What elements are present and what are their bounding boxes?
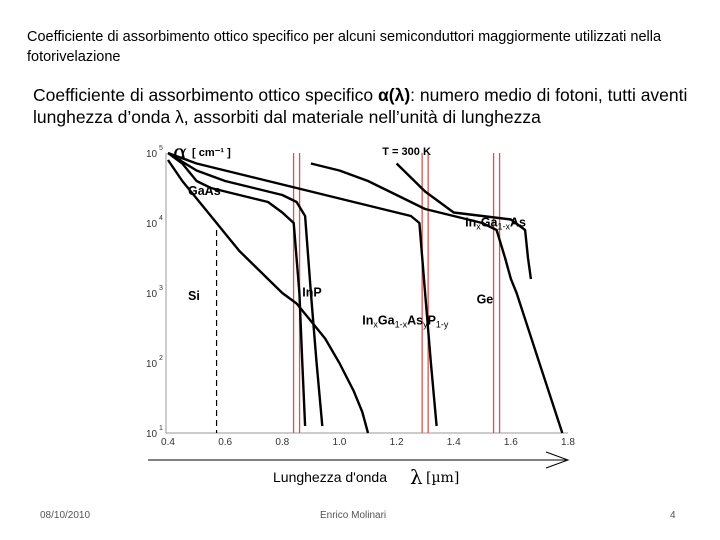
y-tick-label: 10	[146, 289, 158, 300]
x-tick-label: 1.8	[561, 437, 575, 448]
series-label-inp: InP	[302, 285, 322, 300]
subtitle-symbol: α(λ)	[378, 85, 411, 105]
x-axis-unit: [µm]	[426, 470, 460, 486]
footer-date: 08/10/2010	[40, 510, 91, 521]
series-label-ingaas-part: 1-x	[497, 221, 510, 232]
footer-page-number: 4	[670, 510, 676, 521]
slide-title: Coefficiente di assorbimento ottico specifico per alcuni semiconduttori maggiormente utilizzati nella fotorivelazione	[27, 29, 662, 65]
series-label-ingaas	[465, 216, 526, 232]
x-tick-label: 1.0	[332, 437, 347, 448]
x-tick-label: 0.4	[161, 437, 175, 448]
footer-author: Enrico Molinari	[320, 510, 387, 521]
y-axis-unit: [ cm⁻¹ ]	[192, 147, 231, 159]
series-label-ingaas-part: Ga	[480, 215, 498, 230]
series-label-ingaasp-part: In	[362, 313, 374, 328]
series-label-ingaasp-part: As	[407, 313, 424, 328]
series-curve-4	[311, 164, 562, 434]
y-tick-exponent: 5	[159, 145, 163, 152]
x-tick-label: 0.6	[218, 437, 233, 448]
y-tick-label: 10	[146, 429, 158, 440]
y-tick-exponent: 4	[159, 215, 163, 222]
y-tick-label: 10	[146, 359, 158, 370]
series-label-ingaas-part: As	[509, 215, 526, 230]
subtitle-suffix: : numero medio di fotoni, tutti aventi lunghezza d’onda λ, assorbiti dal materiale nell’unità di lunghezza	[33, 85, 688, 127]
x-tick-label: 1.6	[503, 437, 518, 448]
series-label-ingaasp-part: Ga	[377, 313, 395, 328]
series-label-ingaasp-part: 1-y	[435, 319, 449, 330]
x-axis-symbol: λ	[410, 465, 423, 489]
x-tick-label: 0.8	[275, 437, 290, 448]
series-label-gaas: GaAs	[188, 184, 221, 198]
y-tick-exponent: 3	[159, 285, 163, 292]
slide-subtitle	[33, 84, 703, 128]
series-label-ingaas-part: In	[465, 215, 477, 230]
y-tick-exponent: 1	[159, 425, 163, 432]
series-label-ge: Ge	[476, 292, 494, 307]
series-label-ingaas-part: x	[476, 221, 481, 232]
y-axis-symbol: α	[173, 141, 188, 166]
series-label-ingaasp	[362, 314, 449, 330]
x-axis-label: Lunghezza d'onda	[273, 469, 387, 485]
y-tick-exponent: 2	[159, 355, 163, 362]
temperature-label: T = 300 K	[382, 146, 431, 158]
x-tick-label: 1.2	[389, 437, 404, 448]
absorption-chart	[128, 138, 588, 493]
series-label-ingaasp-part: 1-x	[394, 319, 408, 330]
y-tick-label: 10	[146, 149, 158, 160]
y-tick-label: 10	[146, 219, 158, 230]
series-label-ingaasp-part: P	[427, 313, 436, 328]
x-tick-label: 1.4	[446, 437, 461, 448]
series-label-ingaasp-part: y	[423, 319, 428, 330]
series-label-ingaasp-part: x	[373, 319, 378, 330]
subtitle-prefix: Coefficiente di assorbimento ottico specifico	[33, 85, 378, 105]
series-label-si: Si	[188, 289, 200, 303]
